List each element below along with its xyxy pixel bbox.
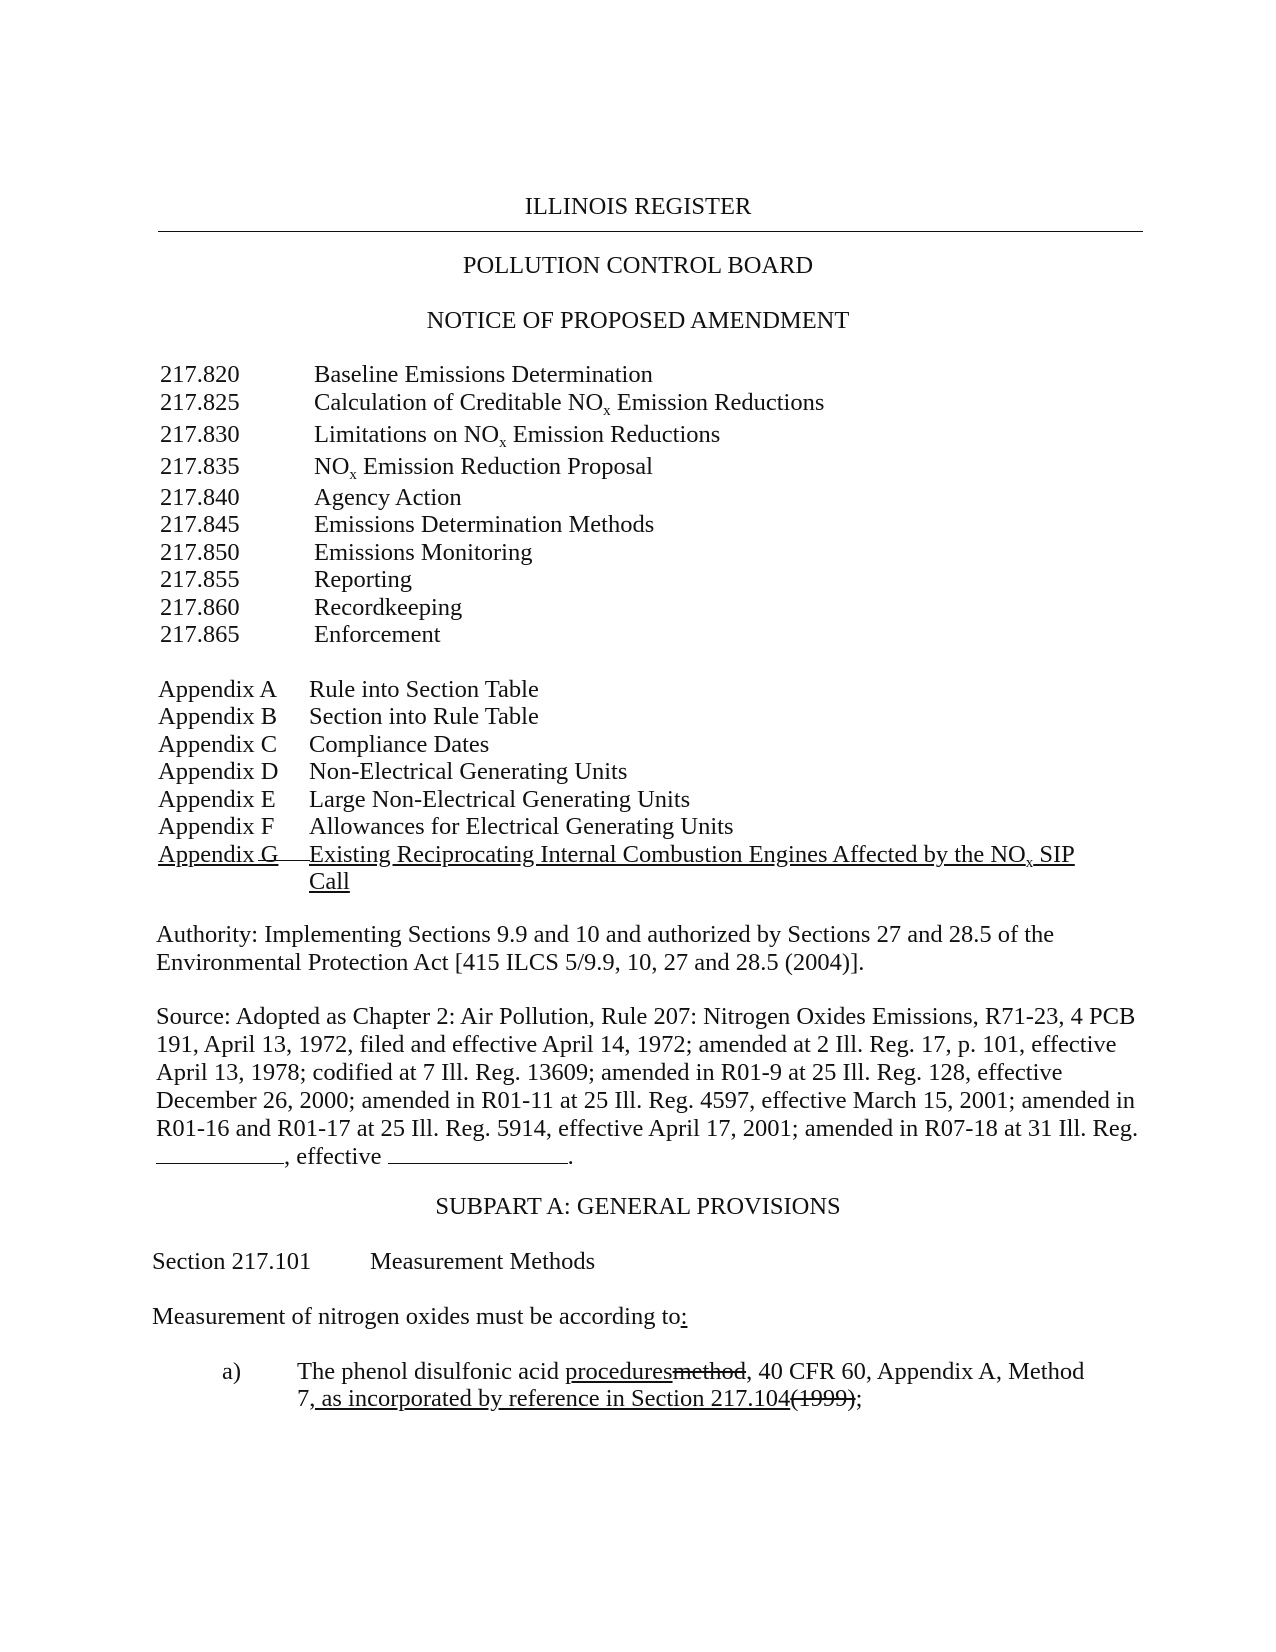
- section-title-text: Emission Reductions: [610, 389, 825, 416]
- section-title-text: Limitations on NO: [314, 421, 500, 448]
- header-rule: [158, 231, 1143, 232]
- section-number: 217.850: [160, 539, 240, 566]
- source-end: .: [567, 1143, 574, 1170]
- section-heading-number: Section 217.101: [152, 1248, 312, 1275]
- section-title: Agency Action: [314, 484, 462, 511]
- section-number: 217.855: [160, 566, 240, 593]
- section-title: Baseline Emissions Determination: [314, 361, 653, 388]
- appendix-number: Appendix B: [158, 703, 278, 730]
- subpart-heading: SUBPART A: GENERAL PROVISIONS: [435, 1193, 841, 1220]
- section-number: 217.835: [160, 453, 240, 480]
- item-text: 7: [297, 1385, 310, 1412]
- notice-title: NOTICE OF PROPOSED AMENDMENT: [426, 307, 850, 334]
- item-text: The phenol disulfonic acid: [297, 1358, 566, 1385]
- intro-text: [152, 1303, 687, 1331]
- appendix-title-continued: Call: [309, 868, 350, 895]
- appendix-title: Allowances for Electrical Generating Units: [309, 813, 734, 840]
- item-text: , 40 CFR 60, Appendix A, Method: [746, 1358, 1085, 1385]
- intro-body: Measurement of nitrogen oxides must be according to: [152, 1303, 681, 1330]
- item-text: ;: [855, 1385, 863, 1412]
- section-heading-title: Measurement Methods: [370, 1248, 596, 1275]
- subscript: x: [499, 435, 507, 451]
- section-title-text: NO: [314, 453, 350, 480]
- item-a-line2: [297, 1385, 862, 1413]
- appendix-title: Large Non-Electrical Generating Units: [309, 786, 691, 813]
- board-title: POLLUTION CONTROL BOARD: [462, 252, 814, 279]
- register-blank: [156, 1143, 284, 1164]
- authority-paragraph: Authority: Implementing Sections 9.9 and 10 and authorized by Sections 27 and 28.5 of the Environmental Protection Act [415 ILCS 5/9.9, 10, 27 and 28.5 (2004)].: [156, 921, 1055, 976]
- appendix-title: Non-Electrical Generating Units: [309, 758, 628, 785]
- section-title-text: Calculation of Creditable NO: [314, 389, 604, 416]
- section-number: 217.865: [160, 621, 240, 648]
- section-title: [314, 389, 824, 417]
- item-a-line1: [297, 1358, 1084, 1386]
- section-title: Reporting: [314, 566, 412, 593]
- source-text: Source: Adopted as Chapter 2: Air Pollution, Rule 207: Nitrogen Oxides Emissions, R71-23, 4 PCB 191, April 13, 1972, filed and effective April 14, 1972; amended at 2 Ill. Reg. 17, p. 101, effective April 13, 1978; codified at 7 Ill. Reg. 13609; amended in R01-9 at 25 Ill. Reg. 128, effective December 26, 2000; amended in R01-11 at 25 Ill. Reg. 4597, effective March 15, 2001; amended in R01-16 and R01-17 at 25 Ill. Reg. 5914, effective April 17, 2001; amended in R07-18 at 31 Ill. Reg.: [156, 1003, 1139, 1142]
- section-title-text: Emission Reduction Proposal: [356, 453, 653, 480]
- section-title: [314, 453, 653, 481]
- subscript: x: [1025, 855, 1034, 871]
- appendix-title: Section into Rule Table: [309, 703, 539, 730]
- appendix-number: Appendix G: [158, 841, 279, 868]
- appendix-number: Appendix C: [158, 731, 278, 758]
- underline-connector: [258, 860, 310, 861]
- appendix-title: [309, 841, 1075, 869]
- section-title: Recordkeeping: [314, 594, 463, 621]
- section-number: 217.825: [160, 389, 240, 416]
- appendix-number: Appendix E: [158, 786, 276, 813]
- section-number: 217.840: [160, 484, 240, 511]
- section-title: Emissions Determination Methods: [314, 511, 655, 538]
- deleted-text: (1999): [790, 1385, 856, 1412]
- appendix-title-text: SIP: [1033, 841, 1075, 868]
- section-number: 217.830: [160, 421, 240, 448]
- item-label: a): [222, 1358, 242, 1385]
- section-title: [314, 421, 720, 449]
- appendix-title: Rule into Section Table: [309, 676, 539, 703]
- inserted-text: procedures: [565, 1358, 673, 1385]
- subscript: x: [349, 467, 357, 483]
- source-effective-text: , effective: [284, 1143, 382, 1170]
- inserted-text: , as incorporated by reference in Section 217.104: [309, 1385, 791, 1412]
- section-title: Emissions Monitoring: [314, 539, 533, 566]
- section-number: 217.860: [160, 594, 240, 621]
- section-number: 217.820: [160, 361, 240, 388]
- deleted-text: method: [672, 1358, 747, 1385]
- subscript: x: [603, 403, 611, 419]
- appendix-number: Appendix D: [158, 758, 279, 785]
- appendix-title: Compliance Dates: [309, 731, 490, 758]
- appendix-number: Appendix F: [158, 813, 275, 840]
- register-title: ILLINOIS REGISTER: [524, 193, 752, 220]
- inserted-text: :: [680, 1303, 688, 1330]
- section-title-text: Emission Reductions: [506, 421, 721, 448]
- appendix-number: Appendix A: [158, 676, 278, 703]
- section-title: Enforcement: [314, 621, 441, 648]
- section-number: 217.845: [160, 511, 240, 538]
- source-paragraph: [156, 1003, 1144, 1171]
- appendix-title-text: Existing Reciprocating Internal Combustion Engines Affected by the NO: [309, 841, 1026, 868]
- effective-date-blank: [388, 1143, 568, 1164]
